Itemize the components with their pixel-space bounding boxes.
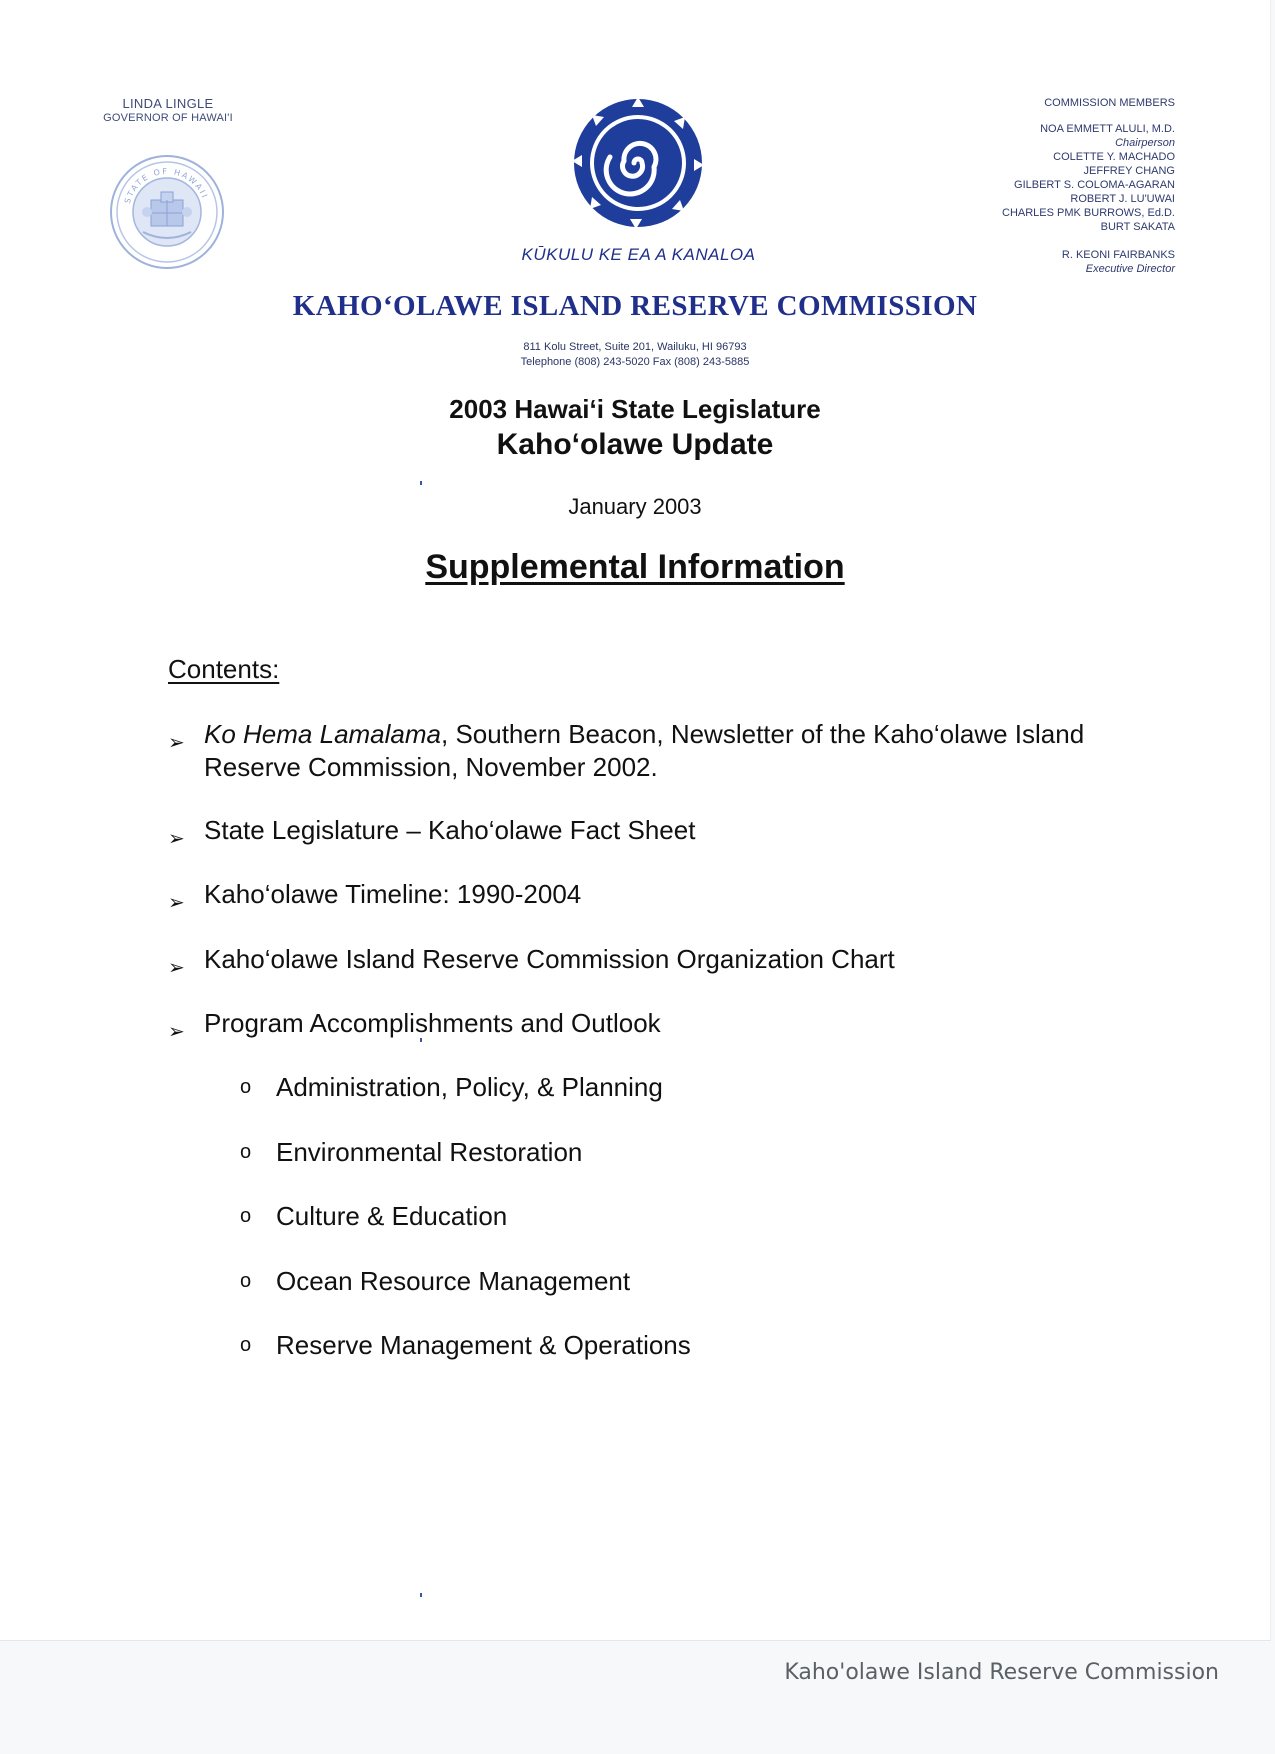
scan-speck [420, 1593, 422, 1597]
list-item-text: , Southern Beacon, Newsletter of the Kaho‘olawe Island Reserve Commission, November 2002. [204, 719, 1085, 782]
member-name: GILBERT S. COLOMA-AGARAN [1014, 179, 1175, 191]
list-item-text: Kaho‘olawe Island Reserve Commission Organization Chart [204, 944, 895, 974]
member-name: BURT SAKATA [1100, 221, 1175, 233]
sub-list-item-text: Culture & Education [276, 1201, 508, 1231]
chair-title: Chairperson [1115, 137, 1175, 149]
arrow-bullet-icon: ➢ [168, 892, 185, 914]
sub-list-item-text: Reserve Management & Operations [276, 1330, 691, 1360]
director-name: R. KEONI FAIRBANKS [1061, 249, 1175, 261]
circle-bullet-icon: o [240, 1334, 252, 1356]
list-item [168, 878, 1088, 914]
member-name: CHARLES PMK BURROWS, Ed.D. [1002, 207, 1175, 219]
page-title: Supplemental Information [425, 548, 845, 586]
kahoolawe-spiral-logo-icon [570, 95, 706, 236]
update-title: Kaho‘olawe Update [496, 428, 774, 461]
governor-title: GOVERNOR OF HAWAI'I [103, 112, 233, 124]
address-block [0, 340, 1270, 370]
list-item-text: State Legislature – Kaho‘olawe Fact Sheet [204, 815, 696, 845]
commission-header: COMMISSION MEMBERS [1044, 97, 1175, 109]
seal-text: STATE OF HAWAII [122, 166, 210, 205]
list-item [168, 1007, 1088, 1043]
organization-name: KAHO‘OLAWE ISLAND RESERVE COMMISSION [292, 290, 978, 322]
sub-list-item [240, 1329, 691, 1362]
circle-bullet-icon: o [240, 1141, 252, 1163]
list-item [168, 718, 1088, 784]
sub-list-item [240, 1265, 630, 1298]
document-date: January 2003 [568, 494, 702, 519]
address-line: 811 Kolu Street, Suite 201, Wailuku, HI 96793 [523, 341, 747, 353]
phone-fax-line: Telephone (808) 243-5020 Fax (808) 243-5885 [520, 356, 750, 368]
member-name: JEFFREY CHANG [1083, 165, 1175, 177]
sub-list-item [240, 1071, 663, 1104]
commission-members [875, 96, 1175, 276]
scan-speck [420, 1038, 422, 1042]
director-title: Executive Director [1085, 263, 1175, 275]
newsletter-title: Ko Hema Lamalama [204, 719, 441, 749]
member-name: ROBERT J. LU'UWAI [1070, 193, 1175, 205]
scan-speck [420, 481, 422, 485]
sub-list-item-text: Environmental Restoration [276, 1137, 583, 1167]
chair-name: NOA EMMETT ALULI, M.D. [1040, 123, 1175, 135]
list-item-text: Kaho‘olawe Timeline: 1990-2004 [204, 879, 582, 909]
circle-bullet-icon: o [240, 1076, 252, 1098]
sub-list-item-text: Ocean Resource Management [276, 1266, 631, 1296]
list-item [168, 814, 1088, 850]
motto: KŪKULU KE EA A KANALOA [521, 245, 756, 264]
contents-label: Contents: [168, 654, 280, 684]
governor-name: LINDA LINGLE [122, 96, 214, 111]
sub-list-item-text: Administration, Policy, & Planning [276, 1072, 663, 1102]
sub-list-item [240, 1200, 507, 1233]
arrow-bullet-icon: ➢ [168, 957, 185, 979]
governor-block [88, 96, 248, 124]
list-item [168, 943, 1088, 979]
arrow-bullet-icon: ➢ [168, 828, 185, 850]
sub-list-item [240, 1136, 582, 1169]
legislature-title: 2003 Hawai‘i State Legislature [449, 394, 821, 424]
arrow-bullet-icon: ➢ [168, 1021, 185, 1043]
list-item-text: Program Accomplishments and Outlook [204, 1008, 661, 1038]
image-credit: Kaho'olawe Island Reserve Commission [784, 1660, 1219, 1685]
circle-bullet-icon: o [240, 1205, 252, 1227]
circle-bullet-icon: o [240, 1270, 252, 1292]
member-name: COLETTE Y. MACHADO [1053, 151, 1175, 163]
arrow-bullet-icon: ➢ [168, 732, 185, 754]
